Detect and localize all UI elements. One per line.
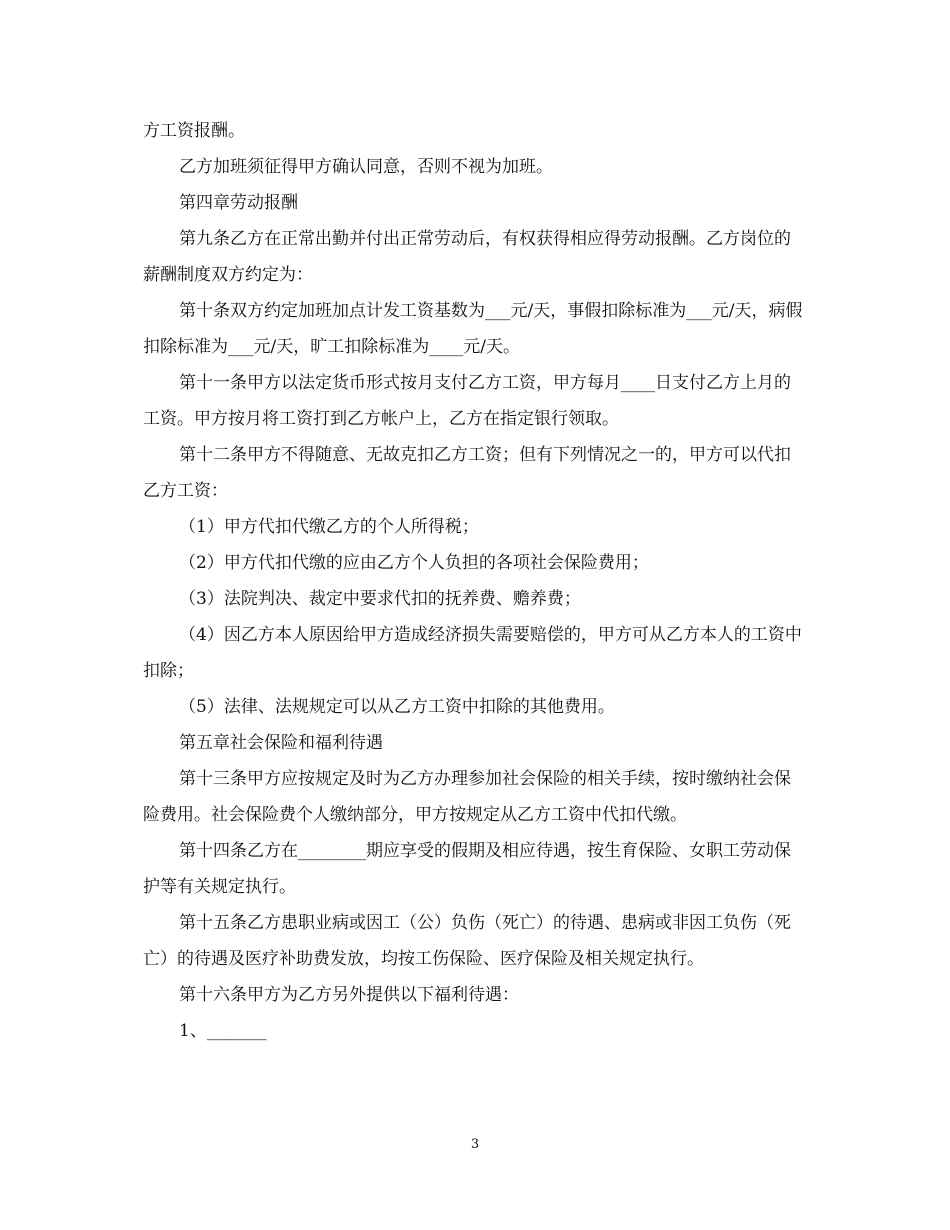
- article-13: 第十三条甲方应按规定及时为乙方办理参加社会保险的相关手续，按时缴纳社会保险费用。社会保险费个人缴纳部分，甲方按规定从乙方工资中代扣代缴。: [143, 769, 791, 825]
- paragraph-continuation: 方工资报酬。: [143, 121, 245, 141]
- list-item-4: （4）因乙方本人原因给甲方造成经济损失需要赔偿的，甲方可从乙方本人的工资中扣除；: [143, 625, 802, 681]
- paragraph-overtime-confirmation: 乙方加班须征得甲方确认同意，否则不视为加班。: [179, 157, 553, 177]
- article-11: 第十一条甲方以法定货币形式按月支付乙方工资，甲方每月____日支付乙方上月的工资。甲方按月将工资打到乙方帐户上，乙方在指定银行领取。: [143, 373, 791, 429]
- chapter-heading-5: 第五章社会保险和福利待遇: [179, 733, 383, 753]
- list-item-2: （2）甲方代扣代缴的应由乙方个人负担的各项社会保险费用；: [179, 553, 649, 573]
- article-14: 第十四条乙方在________期应享受的假期及相应待遇，按生育保险、女职工劳动保护等有关规定执行。: [143, 841, 791, 897]
- page-number: 3: [470, 1137, 480, 1152]
- article-16: 第十六条甲方为乙方另外提供以下福利待遇：: [179, 985, 519, 1005]
- article-10: 第十条双方约定加班加点计发工资基数为___元/天，事假扣除标准为___元/天，病假扣除标准为___元/天，旷工扣除标准为____元/天。: [143, 301, 803, 357]
- document-body: [143, 113, 807, 1049]
- list-item-1: （1）甲方代扣代缴乙方的个人所得税；: [179, 517, 479, 537]
- chapter-heading-4: 第四章劳动报酬: [179, 193, 298, 213]
- benefit-item-1: 1、_______: [179, 1021, 267, 1041]
- list-item-5: （5）法律、法规规定可以从乙方工资中扣除的其他费用。: [179, 697, 615, 717]
- article-9: 第九条乙方在正常出勤并付出正常劳动后，有权获得相应得劳动报酬。乙方岗位的薪酬制度双方约定为：: [143, 229, 791, 285]
- article-15: 第十五条乙方患职业病或因工（公）负伤（死亡）的待遇、患病或非因工负伤（死亡）的待遇及医疗补助费发放，均按工伤保险、医疗保险及相关规定执行。: [143, 913, 791, 969]
- list-item-3: （3）法院判决、裁定中要求代扣的抚养费、赡养费；: [179, 589, 581, 609]
- article-12: 第十二条甲方不得随意、无故克扣乙方工资；但有下列情况之一的，甲方可以代扣乙方工资：: [143, 445, 791, 501]
